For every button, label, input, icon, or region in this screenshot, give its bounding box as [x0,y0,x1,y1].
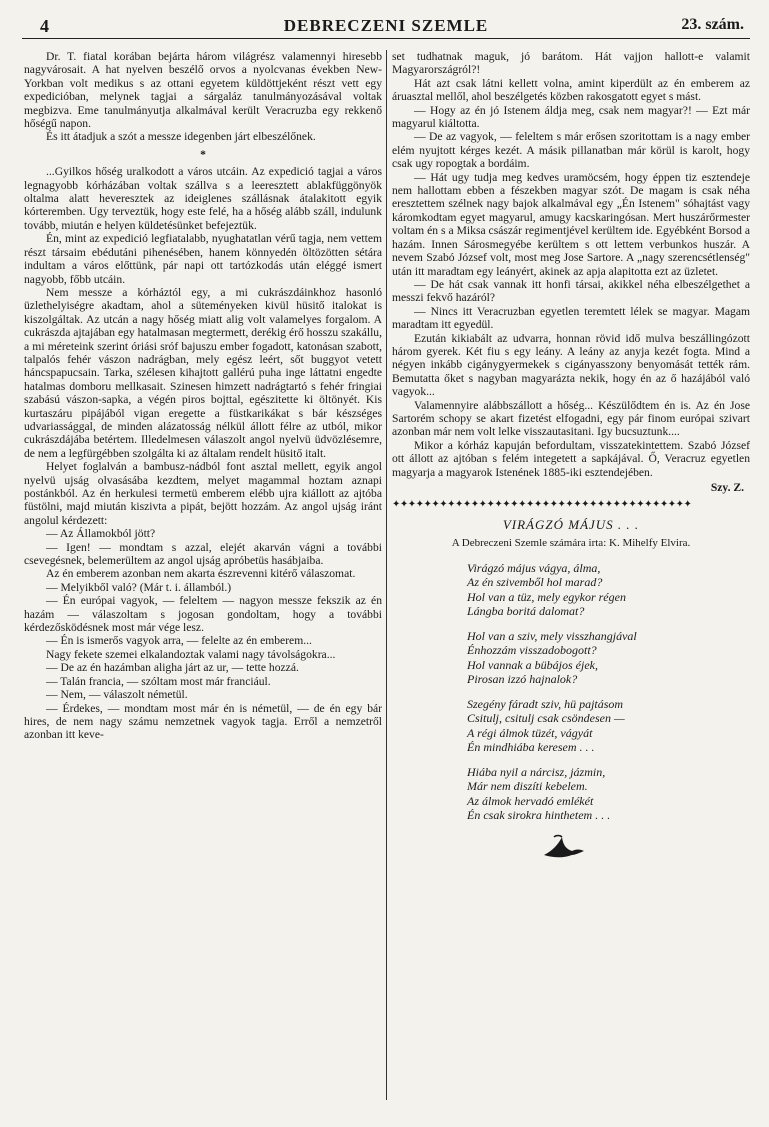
poem-line: Lángba boritá dalomat? [467,604,585,619]
story-paragraph: — De hát csak vannak itt honfi társai, akikkel néha elbeszélgethet a messzi fekvő hazáról? [392,277,750,305]
right-column [392,50,750,866]
story-paragraph: Helyet foglalván a bambusz-nádból font asztal mellett, egyik angol nyelvü ujság olvasásába kezdtem, melyet magammal hoztam aznapi postánkból. Az én herkulesi termetü emberem elébb ujra kiállott az ajtóba füstölni, majd miután kiszivta a pipát, bejött hozzám. Az angol ujság iránt angolul kérdezett: [24,460,382,527]
story-paragraph: Ezután kikiabált az udvarra, honnan rövid idő mulva beszállingózott három gyerek. Két fiu s egy leány. A leány az anyja kezét fogta. Mind a négyen inkább cigánygyermekek s cigányasszony benyomását tették rám. Bemutatta őket s nagyban magyarázta nekik, hogy én az ő hazájából való vagyok... [392,331,750,399]
left-column [24,50,382,742]
poem-line: Hol van a sziv, mely visszhangjával [467,628,637,643]
story-paragraph: — Én is ismerős vagyok arra, — felelte az én emberem... [46,634,312,648]
story-paragraph: — Én európai vagyok, — feleltem — nagyon messze fekszik az én hazám — válaszoltam s jogosan gondoltam, hogy a további kérdezősködésnek most már vége lesz. [24,594,382,635]
poem-line: Én csak sirokra hinthetem . . . [467,808,611,823]
story-paragraph: — Melyikből való? (Már t. i. államból.) [46,580,232,594]
poem-stanza [467,629,750,687]
poem-line: Az álmok hervadó emlékét [467,793,594,808]
ornament-divider: ✦✦✦✦✦✦✦✦✦✦✦✦✦✦✦✦✦✦✦✦✦✦✦✦✦✦✦✦✦✦✦✦✦✦✦✦✦✦ [392,499,692,511]
story-paragraph: Nagy fekete szemei elkalandoztak valami nagy távolságokra... [46,647,336,661]
journal-title: DEBRECZENI SZEMLE [283,16,489,35]
story-paragraph: — Talán francia, — szóltam most már franciául. [46,674,271,688]
poem-line: Csitulj, csitulj csak csöndesen — [467,711,625,726]
story-paragraph: Nem messze a kórháztól egy, a mi cukrászdáinkhoz hasonló üzlethelyiségre akadtam, ahol a süteményeken kivül hüsitő italokat is kiszolgáltak. Az utcán a nagy hőség miatt alig volt valamelyes forgalom. A cukrászda ajtajában egy hatalmasan megtermett, derékig érő hosszu szakállu, a mi méreteink szerint óriási sróf bajuszu ember fogadott, katonásan szabott, talpalós fehér vászon nadrágban, mely egész leért, sőt buggyot vetett háncspapucsain. Tarka, szélesen kihajtott gallérú puha inge láttatni engedte hatalmas domboru mellkasait. Szinesen himzett nadrágtartó s fehér fringiai szabású vászon-sapka, a végén piros bojttal, egészitette ki öltönyét. Kis kurtaszáru pipájából vigan eregette a füstkarikákat s bár készséges udvariassággal, de minden alázatosság nélkül állott félre az utból, mikor cukrászdájába betértem. Illedelmesen válaszolt angol nyelvü üdvözlésemre, de nem a legfürgébben szolgálta ki az általam rendelt hüsitő italt. [24,285,382,460]
story-paragraph: — De az vagyok, — feleltem s már erősen szoritottam is a nagy ember elém nyujtott kérges kezét. A másik pillanatban már körül is karolt, hogy csak ugy ropogtak a bordáim. [392,130,750,171]
story-paragraph: — Nincs itt Veracruzban egyetlen teremtett lélek se magyar. Magam maradtam itt egyedül. [392,304,750,332]
poem-line: Hol van a tüz, mely egykor régen [467,589,626,604]
story-paragraph: — Igen! — mondtam s azzal, elejét akarván vágni a további csevegésnek, belemerültem az angol ujság apróbetüs hasábjaiba. [24,540,382,568]
issue-number: 23. szám. [681,16,744,33]
poem-line: Pirosan izzó hajnalok? [467,672,578,687]
page-header [22,14,750,39]
poem-byline: A Debreczeni Szemle számára irta: K. Mihelfy Elvira. [451,537,691,550]
author-signature: Szy. Z. [710,481,744,494]
story-paragraph: — De az én hazámban aligha járt az ur, — tette hozzá. [46,661,299,675]
swallow-ornament-icon [542,833,750,866]
intro-paragraph: És itt átadjuk a szót a messze idegenben járt elbeszélőnek. [46,130,316,144]
story-paragraph: Hát azt csak látni kellett volna, amint kiperdült az én emberem az áruasztal mellől, ahol beszélgetés közben rakosgatott egyet s mást. [392,76,750,104]
poem-title: VIRÁGZÓ MÁJUS . . . [502,516,640,532]
poem-stanza [467,697,750,755]
poem-line: Énhozzám visszadobogott? [467,643,597,658]
story-paragraph: — Érdekes, — mondtam most már én is németül, — de én egy bár hires, de nem nagy számu nemzetnek vagyok tagja. Erről a nemzetről azonban itt keve- [24,701,382,742]
story-paragraph: Mikor a kórház kapuján befordultam, visszatekintettem. Szabó József ott állott az ajtóban s felém integetett a sapkájával. Ő, Veracruz egyetlen magyarja a magyarok Istenének 1885-iki esztendejében. [392,438,750,479]
story-paragraph: Én, mint az expedició legfiatalabb, nyughatatlan vérű tagja, nem vettem részt társaim ebédutáni pihenésében, hanem könnyedén öltözötten sétára indultam a város előttünk, pár napi ott tartózkodás után eléggé ismert nagyobb, főbb utcáin. [24,232,382,286]
poem-line: Virágzó május vágya, álma, [467,560,601,575]
column-divider [386,50,387,1100]
intro-paragraph: Dr. T. fiatal korában bejárta három világrész valamennyi hiresebb nagyvárosait. A hat nyelven beszélő orvos a nyolcvanas években New-Yorkban volt medikus s az ottani egyetem küldöttjeként részt vett egy expedicióban, melynek tagjai a sárgaláz tanulmányozásával voltak megbizva. Eme tanulmányutja alkalmával került Veracruzba egy rekkenő hőségű napon. [24,50,382,131]
poem-line: Már nem diszíti kebelem. [467,779,588,794]
poem-stanza [467,561,750,619]
poem-line: Hiába nyil a nárcisz, jázmin, [467,764,606,779]
story-paragraph: — Az Államokból jött? [46,527,156,541]
poem-line: Hol vannak a bübájos éjek, [467,657,598,672]
story-paragraph: Az én emberem azonban nem akarta észrevenni kitérő válaszomat. [46,567,356,581]
section-separator: * [200,147,206,161]
poem-stanza [467,765,750,823]
story-paragraph: Valamennyire alábbszállott a hőség... Készülődtem én is. Az én Jose Sartorém schopy se akart fizetést elfogadni, egy pár finom európai szivart azonban már nem volt lelke visszautasitani. Igy bucsuztunk.... [392,398,750,439]
poem-line: A régi álmok tüzét, vágyát [467,725,593,740]
story-paragraph: ...Gyilkos hőség uralkodott a város utcáin. Az expedició tagjai a város legnagyobb kórházában voltak szállva s a leeresztett ablakfüggönyök oltalma alatt heveresztek az ideiglenes szállásnak átalakitott egyik kórteremben. Ugy terveztük, hogy este felé, ha a hőség alább száll, indulunk tovább, miután e helyen küldetésünket befejeztük. [24,165,382,232]
story-paragraph: set tudhatnak maguk, jó barátom. Hát vajjon hallott-e valamit Magyarországról?! [392,50,750,77]
poem-line: Az én szivemből hol marad? [467,575,603,590]
poem-line: Szegény fáradt sziv, hü pajtásom [467,696,624,711]
story-paragraph: — Hogy az én jó Istenem áldja meg, csak nem magyar?! — Ezt már magyarul kiáltotta. [392,103,750,131]
story-paragraph: — Hát ugy tudja meg kedves uramöcsém, hogy éppen tiz esztendeje nem hallottam ebben a fészekben magyar szót. De magam is csak néha eresztettem szélnek nagy bajok alkalmával egy „Én Istenem" sóhajtást vagy káromkodtam egyet magyarul, amugy kacskaringósan. Mert huszárőrmester voltam én s a Miksa császár regimentjével kerültem ide. Egyébként Borsod a hazám. Innen Sárosmegyébe kerültem s ott lettem verbunkos huszár. A nevem Szabó József volt, most meg Jose Sartore. A „nagy szerencsétlenség" után itt maradtam egy leányért, akinek az apja alapitotta ezt az üzletet. [392,170,750,278]
poem-line: Én mindhiába keresem . . . [467,740,595,755]
page-number: 4 [40,16,49,36]
story-paragraph: — Nem, — válaszolt németül. [46,688,188,702]
